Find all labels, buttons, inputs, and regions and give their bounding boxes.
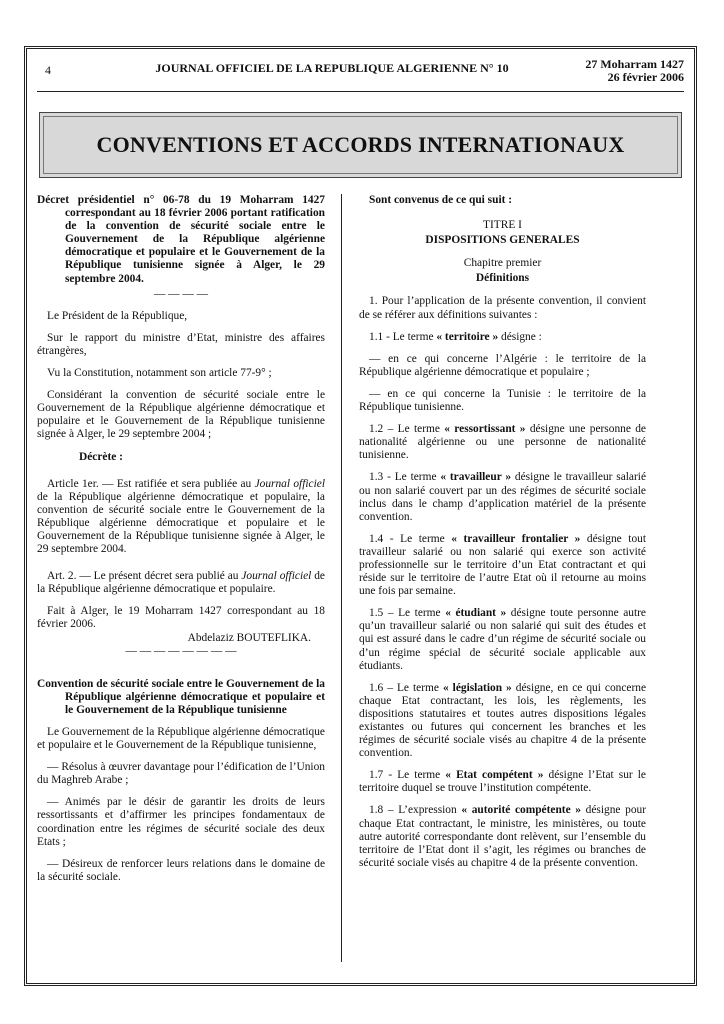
definition-1-5 bbox=[359, 607, 646, 672]
definition-1-1 bbox=[359, 331, 646, 344]
article-text: Article 1er. — Est ratifiée et sera publiée au bbox=[47, 477, 255, 490]
def-text: désigne toute personne autre qu’un travailleur salarié ou non salarié qui suit des études et qui est assuré dans le cadre d’un régime de sécurité sociale ou d’un régime spécial de sécurité sociale applicable aux étudiants. bbox=[359, 607, 646, 672]
titre: TITRE I bbox=[483, 219, 522, 232]
journal-title: JOURNAL OFFICIEL DE LA REPUBLIQUE ALGERIENNE N° 10 bbox=[155, 61, 509, 75]
def-text: désigne, en ce qui concerne chaque Etat contractant, les lois, les règlements, les dispositions statutaires et toutes autres dispositions légales existantes ou futures qui concernent les branches et les régimes de sécurité sociale visés au chapitre 4 de la présente convention. bbox=[359, 681, 646, 760]
decree-title: Décret présidentiel n° 06-78 du 19 Moharram 1427 correspondant au 18 février 2006 portant ratification de la convention de sécurité sociale entre le Gouvernement de la République algérienne démocratique et populaire et le Gouvernement de la République tunisienne signée à Alger, le 29 septembre 2004. bbox=[37, 194, 325, 285]
def-term: « ressortissant » bbox=[444, 423, 526, 436]
article-2 bbox=[37, 570, 325, 596]
separator: — — — — bbox=[153, 287, 209, 300]
decrete-heading: Décrète : bbox=[79, 450, 123, 463]
date-hijri: 27 Moharram 1427 bbox=[585, 57, 684, 71]
article-text: Art. 2. — Le présent décret sera publié au bbox=[47, 570, 242, 583]
def-term: « territoire » bbox=[436, 330, 499, 343]
section-title: CONVENTIONS ET ACCORDS INTERNATIONAUX bbox=[96, 132, 625, 157]
paragraph: 1. Pour l’application de la présente convention, il convient de se référer aux définitions suivantes : bbox=[359, 295, 646, 321]
titre-name: DISPOSITIONS GENERALES bbox=[425, 234, 580, 247]
paragraph: Le Président de la République, bbox=[47, 309, 188, 322]
def-term: « autorité compétente » bbox=[461, 804, 581, 817]
definition-1-3 bbox=[359, 471, 646, 523]
paragraph: Sur le rapport du ministre d’Etat, ministre des affaires étrangères, bbox=[37, 331, 325, 357]
def-term: « législation » bbox=[442, 681, 512, 694]
journal-ref: Journal officiel bbox=[254, 477, 325, 490]
article-text: de la République algérienne démocratique et populaire. bbox=[37, 570, 325, 596]
def-text: 1.7 - Le terme bbox=[369, 769, 446, 782]
def-text: 1.5 – Le terme bbox=[369, 607, 446, 620]
def-term: « Etat compétent » bbox=[445, 769, 544, 782]
definition-1-4 bbox=[359, 533, 646, 598]
article-text: de la République algérienne démocratique et populaire, la convention de sécurité sociale entre le Gouvernement de la République algérienne démocratique et populaire et le Gouvernement de la République tunisienne signée à Alger, le 29 septembre 2004. bbox=[37, 490, 325, 556]
def-text: désigne l’Etat sur le territoire duquel se trouve l’institution compétente. bbox=[359, 769, 646, 795]
definition-1-2 bbox=[359, 423, 646, 462]
section-banner bbox=[39, 112, 682, 178]
def-text: 1.4 - Le terme bbox=[369, 532, 452, 545]
definition-1-7 bbox=[359, 769, 646, 795]
def-term: « travailleur » bbox=[440, 471, 512, 484]
journal-ref: Journal officiel bbox=[241, 570, 312, 583]
paragraph: — en ce qui concerne l’Algérie : le territoire de la République algérienne démocratique et populaire ; bbox=[359, 352, 646, 378]
definition-1-6 bbox=[359, 682, 646, 761]
separator: — — — — — — — — bbox=[125, 644, 237, 657]
paragraph: Vu la Constitution, notamment son article 77-9° ; bbox=[47, 367, 272, 380]
paragraph: — Résolus à œuvrer davantage pour l’édification de l’Union du Maghreb Arabe ; bbox=[37, 761, 325, 787]
paragraph: — en ce qui concerne la Tunisie : le territoire de la République tunisienne. bbox=[359, 387, 646, 414]
journal-page bbox=[24, 46, 697, 986]
def-text: désigne pour chaque Etat contractant, le ministre, les ministères, ou toute autre autorité correspondante dont relèvent, sur l’ensemble du territoire de l’Etat dont il s’agit, les régimes ou branches de sécurité sociale visés au chapitre 4 de la présente convention. bbox=[359, 804, 647, 869]
def-text: désigne le travailleur salarié ou non salarié couvert par un des régimes de sécurité sociale inclus dans le champ d’application matériel de la présente convention. bbox=[359, 471, 646, 523]
def-term: « travailleur frontalier » bbox=[451, 532, 581, 545]
paragraph: Le Gouvernement de la République algérienne démocratique et populaire et le Gouvernement de la République tunisienne, bbox=[37, 726, 325, 752]
definition-1-8 bbox=[359, 804, 646, 869]
def-text: désigne : bbox=[498, 330, 542, 343]
def-text: 1.6 – Le terme bbox=[369, 681, 443, 694]
paragraph: — Désireux de renforcer leurs relations dans le domaine de la sécurité sociale. bbox=[37, 857, 325, 883]
article-1 bbox=[37, 478, 325, 557]
paragraph: — Animés par le désir de garantir les droits de leurs ressortissants et d’affirmer les principes fondamentaux de coordination entre les régimes de sécurité sociale des deux Etats ; bbox=[37, 796, 325, 848]
paragraph: Considérant la convention de sécurité sociale entre le Gouvernement de la République algérienne démocratique et populaire et le Gouvernement de la République tunisienne signée à Alger, le 29 septembre 2004 ; bbox=[37, 389, 325, 441]
def-text: 1.8 – L’expression bbox=[369, 804, 462, 817]
def-text: 1.3 - Le terme bbox=[369, 471, 441, 484]
right-column bbox=[359, 194, 646, 879]
def-text: désigne une personne de nationalité algérienne ou une personne de nationalité tunisienne. bbox=[359, 423, 646, 462]
header-date bbox=[585, 58, 684, 84]
chapitre: Chapitre premier bbox=[463, 257, 542, 270]
date-gregorian: 26 février 2006 bbox=[607, 70, 684, 84]
def-text: 1.1 - Le terme bbox=[369, 330, 437, 343]
def-text: 1.2 – Le terme bbox=[369, 423, 445, 436]
def-text: désigne tout travailleur salarié ou non salarié qui exerce son activité professionnelle sur le territoire d’un Etat contractant et qui réside sur le territoire de l’autre Etat où il retourne au moins une fois par semaine. bbox=[359, 532, 646, 598]
left-column bbox=[37, 194, 325, 893]
convention-title: Convention de sécurité sociale entre le Gouvernement de la République algérienne démocratique et populaire et le Gouvernement de la République tunisienne bbox=[37, 677, 325, 716]
column-divider bbox=[341, 194, 342, 962]
definitions-heading: Définitions bbox=[475, 272, 530, 285]
def-term: « étudiant » bbox=[445, 607, 507, 620]
intro: Sont convenus de ce qui suit : bbox=[369, 194, 513, 206]
fait-a-alger: Fait à Alger, le 19 Moharram 1427 correspondant au 18 février 2006. bbox=[37, 605, 325, 631]
page-number: 4 bbox=[45, 63, 51, 77]
header-rule bbox=[37, 91, 684, 92]
signature: Abdelaziz BOUTEFLIKA. bbox=[187, 631, 311, 644]
